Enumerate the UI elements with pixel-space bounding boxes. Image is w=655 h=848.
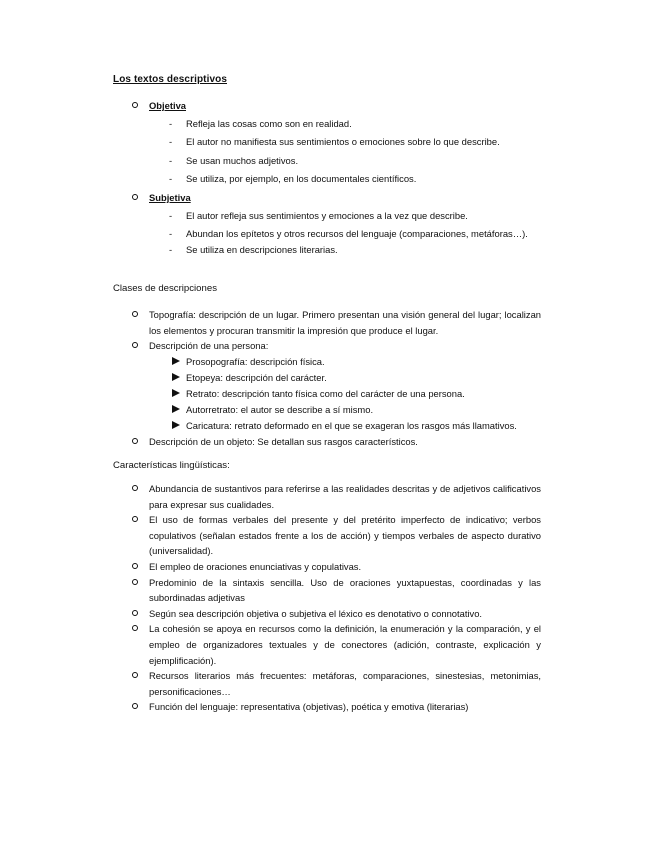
list-item: [130, 559, 541, 575]
persona-label: Descripción de una persona:: [149, 340, 269, 352]
item-text: Refleja las cosas como son en realidad.: [186, 117, 352, 129]
tipos-list: [130, 98, 541, 260]
item-text: Predominio de la sintaxis sencilla. Uso de oraciones yuxtapuestas, coordinadas y las subordinadas adjetivas: [149, 576, 541, 604]
item-text: Retrato: descripción tanto física como del carácter de una persona.: [186, 387, 465, 399]
arrow-bullet-icon: [172, 405, 180, 413]
list-item: [149, 208, 541, 224]
list-item: [149, 370, 541, 386]
dash-bullet-icon: -: [169, 243, 173, 255]
subjetiva-sublist: [149, 208, 541, 258]
item-text: Etopeya: descripción del carácter.: [186, 371, 327, 383]
circle-bullet-icon: [132, 672, 138, 678]
item-text: Según sea descripción objetiva o subjetiva el léxico es denotativo o connotativo.: [149, 607, 483, 619]
list-item: [130, 699, 541, 715]
item-text: Función del lenguaje: representativa (objetivas), poética y emotiva (literarias): [149, 701, 469, 713]
item-text: Abundancia de sustantivos para referirse a las realidades descritas y de adjetivos calificativos para expresar sus cualidades.: [149, 483, 541, 510]
list-item: [149, 226, 541, 242]
circle-bullet-icon: [132, 579, 138, 585]
circle-bullet-icon: [132, 563, 138, 569]
item-text: Caricatura: retrato deformado en el que se exageran los rasgos más llamativos.: [186, 420, 517, 432]
item-text: La cohesión se apoya en recursos como la definición, la enumeración y la comparación, y el empleo de organizadores textuales y de conectores (adición, contraste, explicación y ejemplificación).: [149, 623, 541, 666]
list-item-topografia: [130, 307, 541, 338]
circle-bullet-icon: [132, 485, 138, 491]
arrow-bullet-icon: [172, 357, 180, 365]
list-item: [149, 116, 541, 132]
objetiva-sublist: [149, 116, 541, 187]
arrow-bullet-icon: [172, 389, 180, 397]
list-item: [149, 134, 541, 150]
list-item: [130, 668, 541, 699]
circle-bullet-icon: [132, 703, 138, 709]
subjetiva-label: Subjetiva: [149, 191, 191, 203]
circle-bullet-icon: [132, 102, 138, 108]
page-title: Los textos descriptivos: [113, 74, 227, 85]
list-item-persona: [130, 338, 541, 434]
item-text: El autor refleja sus sentimientos y emociones a la vez que describe.: [186, 209, 468, 221]
objetiva-label: Objetiva: [149, 100, 186, 111]
list-item: [149, 418, 541, 434]
circle-bullet-icon: [132, 516, 138, 522]
objeto-text: Descripción de un objeto: Se detallan sus rasgos característicos.: [149, 436, 418, 448]
item-text: El empleo de oraciones enunciativas y copulativas.: [149, 560, 362, 572]
dash-bullet-icon: -: [169, 173, 173, 185]
caracteristicas-heading: Características lingüísticas:: [113, 460, 230, 471]
persona-sublist: [149, 354, 541, 434]
circle-bullet-icon: [132, 625, 138, 631]
list-item: [130, 606, 541, 622]
list-item: [149, 171, 541, 187]
arrow-bullet-icon: [172, 421, 180, 429]
circle-bullet-icon: [132, 194, 138, 200]
list-item: [149, 242, 541, 258]
list-item: [149, 386, 541, 402]
item-text: Abundan los epítetos y otros recursos del lenguaje (comparaciones, metáforas…).: [186, 228, 528, 240]
item-text: Se utiliza en descripciones literarias.: [186, 243, 338, 255]
dash-bullet-icon: -: [169, 136, 173, 148]
dash-bullet-icon: -: [169, 117, 173, 129]
clases-heading: Clases de descripciones: [113, 283, 217, 294]
topografia-text: Topografía: descripción de un lugar. Primero presentan una visión general del lugar; localizan los elementos y procuran transmitir la impresión que produce el lugar.: [149, 309, 541, 336]
list-item: [130, 512, 541, 559]
circle-bullet-icon: [132, 438, 138, 444]
item-text: Se utiliza, por ejemplo, en los documentales científicos.: [186, 173, 417, 185]
dash-bullet-icon: -: [169, 209, 173, 221]
item-text: Se usan muchos adjetivos.: [186, 154, 299, 166]
list-item: [149, 153, 541, 169]
circle-bullet-icon: [132, 311, 138, 317]
dash-bullet-icon: -: [169, 154, 173, 166]
list-item: [130, 481, 541, 512]
item-text: Prosopografía: descripción física.: [186, 355, 325, 367]
list-item: [130, 575, 541, 606]
list-item-objeto: [130, 434, 541, 450]
caracteristicas-list: [130, 481, 541, 715]
item-text: El autor no manifiesta sus sentimientos o emociones sobre lo que describe.: [186, 136, 500, 148]
clases-list: [130, 307, 541, 450]
item-text: Autorretrato: el autor se describe a sí mismo.: [186, 404, 374, 416]
list-item: [149, 402, 541, 418]
circle-bullet-icon: [132, 610, 138, 616]
circle-bullet-icon: [132, 342, 138, 348]
dash-bullet-icon: -: [169, 228, 173, 240]
item-text: El uso de formas verbales del presente y del pretérito imperfecto de indicativo; verbos copulativos (señalan estados frente a los de acción) y tiempos verbales de aspecto durativo (universalidad).: [149, 514, 541, 557]
list-item: [130, 621, 541, 668]
item-text: Recursos literarios más frecuentes: metáforas, comparaciones, sinestesias, metonimias, personificaciones…: [149, 670, 541, 697]
list-item-objetiva: [130, 98, 541, 187]
list-item-subjetiva: [130, 190, 541, 257]
arrow-bullet-icon: [172, 373, 180, 381]
list-item: [149, 354, 541, 370]
